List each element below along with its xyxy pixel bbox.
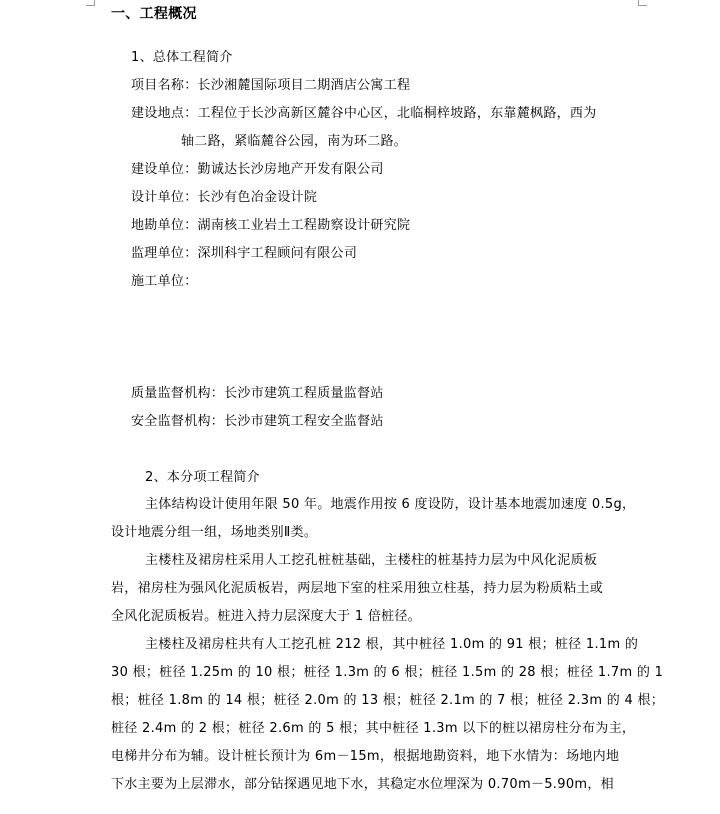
safety-value: 长沙市建筑工程安全监督站: [224, 414, 384, 429]
paragraph-3-line-4: 桩径 2.4m 的 2 根；桩径 2.6m 的 5 根；其中桩径 1.3m 以下的桩以裙房柱分布为主，: [111, 721, 636, 736]
paragraph-3-line-6: 下水主要为上层滞水，部分钻探遇见地下水，其稳定水位埋深为 0.70m－5.90m，相: [111, 777, 614, 792]
paragraph-1-line-2: 设计地震分组一组，场地类别Ⅱ类。: [111, 525, 318, 540]
designer-value: 长沙有色冶金设计院: [197, 190, 318, 205]
paragraph-2-line-1: 主楼柱及裙房柱采用人工挖孔桩桩基础，主楼柱的桩基持力层为中风化泥质板: [145, 553, 598, 568]
location-row: [131, 106, 597, 122]
subsection-title-1: 1、总体工程简介: [131, 50, 233, 65]
survey-value: 湖南核工业岩土工程勘察设计研究院: [197, 218, 411, 233]
supervisor-label: 监理单位：: [131, 246, 198, 261]
builder-label: 建设单位：: [131, 162, 198, 177]
designer-row: [131, 190, 317, 206]
paragraph-3-line-5: 电梯井分布为辅。设计桩长预计为 6m－15m，根据地勘资料，地下水情为：场地内地: [111, 749, 620, 764]
location-value-line2: 轴二路，紧临麓谷公园，南为环二路。: [181, 134, 408, 149]
project-name-value: 长沙湘麓国际项目二期酒店公寓工程: [197, 78, 411, 93]
contractor-label: 施工单位：: [131, 274, 198, 289]
designer-label: 设计单位：: [131, 190, 198, 205]
project-name-label: 项目名称：: [131, 78, 198, 93]
supervisor-value: 深圳科宇工程顾问有限公司: [197, 246, 358, 261]
safety-row: [131, 414, 384, 430]
location-value-line1: 工程位于长沙高新区麓谷中心区，北临桐梓坡路，东靠麓枫路，西为: [197, 106, 597, 121]
supervisor-row: [131, 246, 357, 262]
crop-mark-left-horizontal: [86, 5, 95, 6]
subsection-title-2: 2、本分项工程简介: [145, 470, 260, 485]
safety-label: 安全监督机构：: [131, 414, 225, 429]
paragraph-2-line-3: 全风化泥质板岩。桩进入持力层深度大于 1 倍桩径。: [111, 609, 422, 624]
survey-row: [131, 218, 410, 234]
quality-value: 长沙市建筑工程质量监督站: [224, 386, 384, 401]
quality-label: 质量监督机构：: [131, 386, 225, 401]
quality-row: [131, 386, 384, 402]
location-label: 建设地点：: [131, 106, 198, 121]
section-heading: 一、工程概况: [111, 6, 197, 22]
paragraph-3-line-3: 根；桩径 1.8m 的 14 根；桩径 2.0m 的 13 根；桩径 2.1m 的 7 根；桩径 2.3m 的 4 根；: [111, 693, 665, 708]
paragraph-2-line-2: 岩，裙房柱为强风化泥质板岩，两层地下室的柱采用独立柱基，持力层为粉质粘土或: [111, 581, 604, 596]
paragraph-3-line-1: 主楼柱及裙房柱共有人工挖孔桩 212 根，其中桩径 1.0m 的 91 根；桩径 1.1m 的: [145, 637, 639, 652]
paragraph-1-line-1: 主体结构设计使用年限 50 年。地震作用按 6 度设防，设计基本地震加速度 0.5g，: [145, 497, 636, 512]
paragraph-3-line-2: 30 根；桩径 1.25m 的 10 根；桩径 1.3m 的 6 根；桩径 1.5m 的 28 根；桩径 1.7m 的 1: [111, 665, 664, 680]
crop-mark-right-horizontal: [638, 5, 647, 6]
project-name-row: [131, 78, 410, 94]
survey-label: 地勘单位：: [131, 218, 198, 233]
builder-row: [131, 162, 384, 178]
contractor-row: [131, 274, 198, 290]
builder-value: 勤诚达长沙房地产开发有限公司: [197, 162, 384, 177]
